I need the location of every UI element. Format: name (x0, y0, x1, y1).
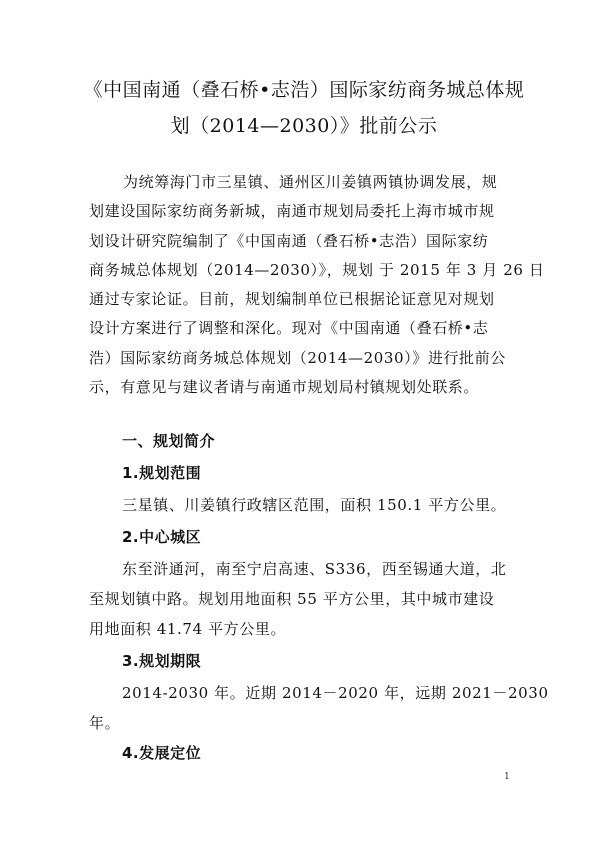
center-city-line: 东至浒通河，南至宁启高速、S336，西至锡通大道，北 (122, 560, 507, 578)
document-title (80, 72, 528, 144)
intro-line: 划设计研究院编制了《中国南通（叠石桥•志浩）国际家纺 (89, 231, 489, 250)
subheading-center-city: 2.中心城区 (122, 528, 202, 546)
period-line: 年。 (89, 714, 121, 732)
intro-line: 浩）国际家纺商务城总体规划（2014—2030）》进行批前公 (89, 348, 506, 367)
section-heading-overview: 一、规划简介 (122, 432, 216, 450)
center-city-line: 用地面积 41.74 平方公里。 (89, 620, 287, 638)
subheading-positioning: 4.发展定位 (122, 744, 202, 762)
period-line: 2014-2030 年。近期 2014－2020 年，远期 2021－2030 (122, 684, 549, 702)
intro-line: 示，有意见与建议者请与南通市规划局村镇规划处联系。 (89, 378, 480, 397)
title-line-2: 划（2014—2030）》批前公示 (170, 115, 438, 137)
subheading-period: 3.规划期限 (122, 652, 202, 670)
title-line-1: 《中国南通（叠石桥•志浩）国际家纺商务城总体规 (83, 79, 525, 101)
scope-text: 三星镇、川姜镇行政辖区范围，面积 150.1 平方公里。 (122, 496, 507, 514)
intro-line: 通过专家论证。目前，规划编制单位已根据论证意见对规划 (89, 290, 495, 309)
intro-paragraph (89, 168, 545, 402)
page-number: 1 (504, 772, 510, 782)
intro-line: 设计方案进行了调整和深化。现对《中国南通（叠石桥•志 (89, 319, 489, 338)
center-city-line: 至规划镇中路。规划用地面积 55 平方公里，其中城市建设 (89, 590, 495, 608)
intro-line: 为统筹海门市三星镇、通州区川姜镇两镇协调发展，规 (123, 173, 498, 191)
intro-line: 划建设国际家纺商务新城，南通市规划局委托上海市城市规 (89, 202, 495, 221)
intro-line: 商务城总体规划（2014—2030）》，规划 于 2015 年 3 月 26 日 (89, 260, 545, 279)
subheading-scope: 1.规划范围 (122, 464, 202, 482)
